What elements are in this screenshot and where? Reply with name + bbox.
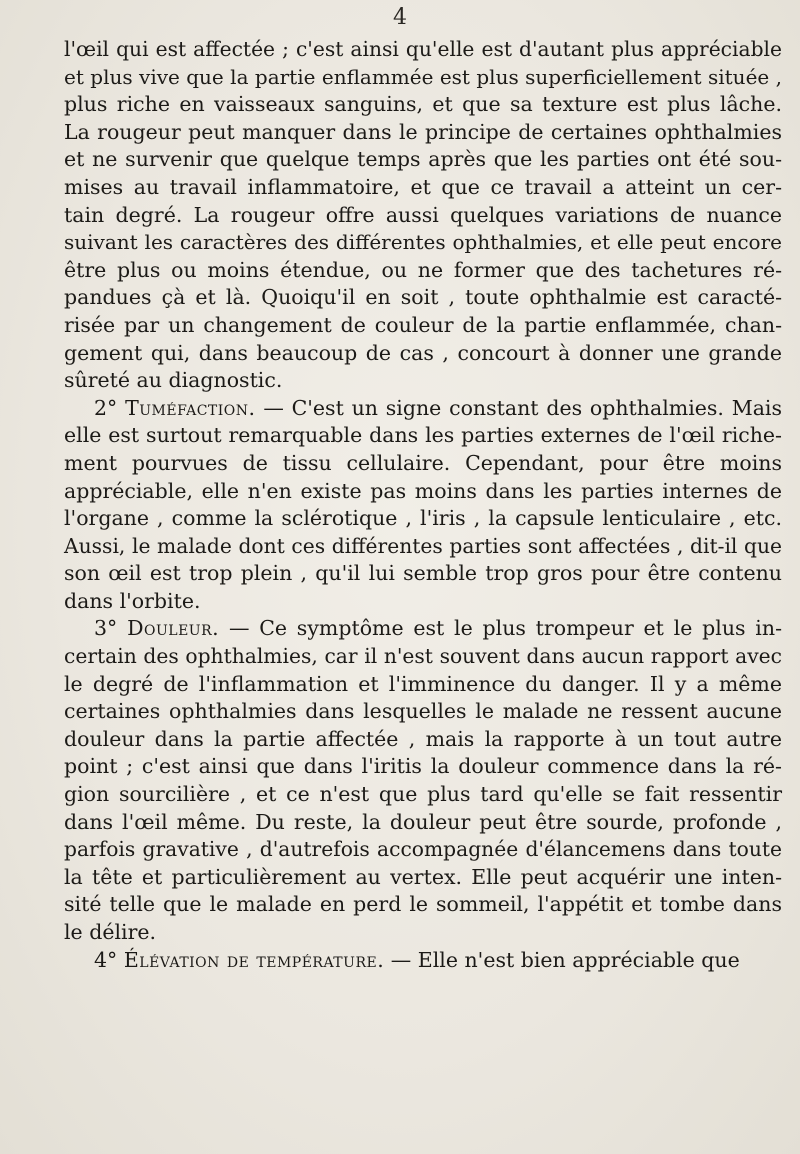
text-line: certain des ophthalmies, car il n'est souvent dans aucun rapport avec: [64, 644, 782, 669]
text-line: sité telle que le malade en perd le sommeil, l'appétit et tombe dans: [64, 892, 782, 917]
text-line: risée par un changement de couleur de la partie enflammée, chan-: [64, 312, 782, 337]
text-line: certaines ophthalmies dans lesquelles le malade ne ressent aucune: [64, 699, 782, 724]
text-line: mises au travail inflammatoire, et que ce travail a atteint un cer-: [64, 174, 782, 199]
text-line: Aussi, le malade dont ces différentes parties sont affectées , dit-il que: [64, 533, 782, 558]
body-text: [64, 36, 782, 974]
text-line: l'œil qui est affectée ; c'est ainsi qu'elle est d'autant plus appréciable: [64, 37, 782, 61]
section-number: 4°: [94, 947, 118, 972]
paragraph-tumefaction: [64, 395, 782, 616]
text-line: sûreté au diagnostic.: [64, 368, 283, 393]
text-line: le délire.: [64, 920, 157, 944]
text-line: douleur dans la partie affectée , mais la rapporte à un tout autre: [64, 726, 782, 751]
text-line: être plus ou moins étendue, ou ne former que des tachetures ré-: [64, 257, 782, 282]
text-line: ment pourvues de tissu cellulaire. Cependant, pour être moins: [64, 450, 782, 475]
section-heading: Élévation de température.: [123, 947, 385, 972]
text-line: suivant les caractères des différentes ophthalmies, et elle peut encore: [64, 230, 782, 255]
text-line: parfois gravative , d'autrefois accompagnée d'élancemens dans toute: [64, 837, 782, 862]
text-line: dans l'orbite.: [64, 588, 201, 613]
section-heading: Tuméfaction.: [125, 395, 256, 420]
paragraph-first-line: [64, 615, 782, 643]
paragraph-first-line: [64, 395, 782, 423]
text-line-start: — Elle n'est bien appréciable que: [384, 947, 740, 972]
text-line: gion sourcilière , et ce n'est que plus tard qu'elle se fait ressentir: [64, 782, 782, 807]
text-line: gement qui, dans beaucoup de cas , concourt à donner une grande: [64, 340, 782, 365]
text-line: point ; c'est ainsi que dans l'iritis la douleur commence dans la ré-: [64, 754, 782, 779]
paragraph-elevation-temperature: [64, 947, 782, 975]
text-line: et ne survenir que quelque temps après que les parties ont été sou-: [64, 147, 782, 172]
text-line: la tête et particulièrement au vertex. Elle peut acquérir une inten-: [64, 864, 782, 889]
paragraph-rougeur-continued: [64, 36, 782, 395]
section-heading: Douleur.: [127, 616, 220, 641]
text-line: elle est surtout remarquable dans les parties externes de l'œil riche-: [64, 423, 782, 448]
text-line: tain degré. La rougeur offre aussi quelques variations de nuance: [64, 202, 782, 227]
page-number: 4: [393, 5, 407, 30]
text-line: dans l'œil même. Du reste, la douleur peut être sourde, profonde ,: [64, 809, 782, 834]
text-line: appréciable, elle n'en existe pas moins dans les parties internes de: [64, 478, 782, 503]
paragraph-douleur: [64, 615, 782, 946]
text-line: et plus vive que la partie enflammée est plus superficiellement située ,: [64, 64, 782, 89]
section-number: 2°: [94, 395, 118, 420]
paragraph-first-line: [64, 947, 782, 975]
text-line: son œil est trop plein , qu'il lui semble trop gros pour être contenu: [64, 561, 782, 586]
text-line-start: — Ce symptôme est le plus trompeur et le plus in-: [219, 616, 782, 641]
text-line-start: — C'est un signe constant des ophthalmies. Mais: [255, 395, 782, 420]
text-line: pandues çà et là. Quoiqu'il en soit , toute ophthalmie est caracté-: [64, 285, 782, 310]
section-number: 3°: [94, 616, 118, 641]
text-line: le degré de l'inflammation et l'imminence du danger. Il y a même: [64, 671, 782, 696]
text-line: l'organe , comme la sclérotique , l'iris , la capsule lenticulaire , etc.: [64, 506, 782, 531]
text-line: La rougeur peut manquer dans le principe de certaines ophthalmies: [64, 119, 782, 144]
text-line: plus riche en vaisseaux sanguins, et que sa texture est plus lâche.: [64, 92, 782, 117]
